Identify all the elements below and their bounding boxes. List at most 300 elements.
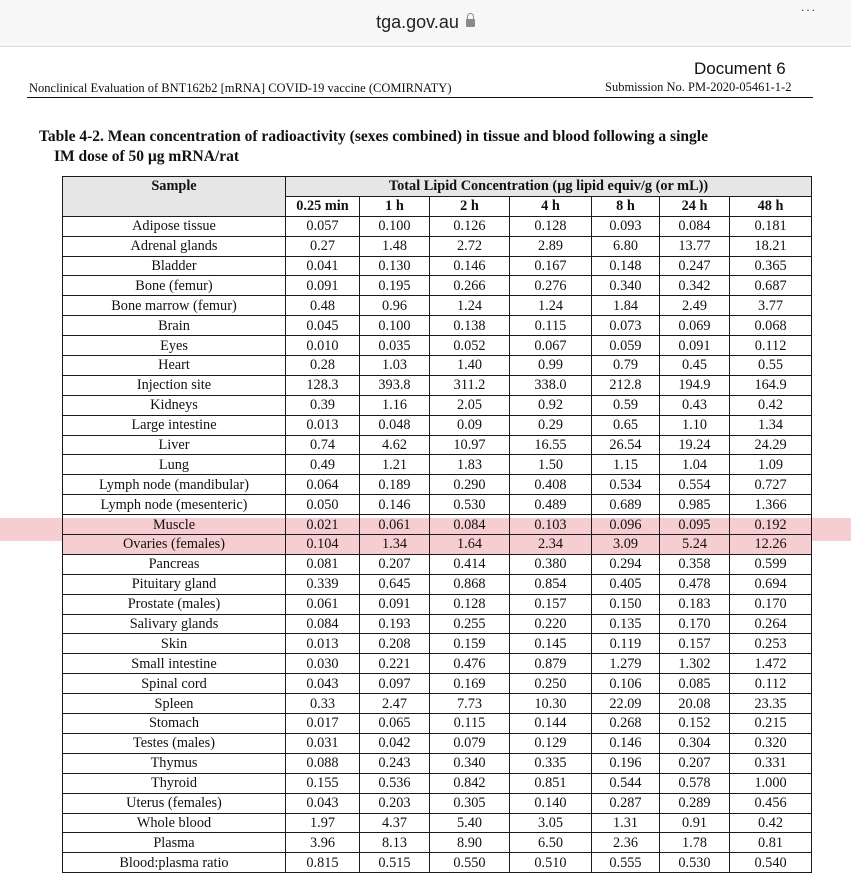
value-cell: 0.146 bbox=[592, 733, 660, 753]
value-cell: 0.290 bbox=[430, 475, 510, 495]
sample-name-cell: Adrenal glands bbox=[63, 236, 286, 256]
table-row bbox=[63, 435, 812, 455]
value-cell: 0.854 bbox=[510, 574, 592, 594]
value-cell: 0.067 bbox=[510, 336, 592, 356]
value-cell: 0.167 bbox=[510, 256, 592, 276]
value-cell: 0.96 bbox=[360, 296, 430, 316]
value-cell: 0.215 bbox=[730, 714, 812, 734]
value-cell: 0.55 bbox=[730, 356, 812, 376]
value-cell: 0.183 bbox=[660, 594, 730, 614]
value-cell: 0.112 bbox=[730, 336, 812, 356]
value-cell: 5.24 bbox=[660, 535, 730, 555]
value-cell: 0.99 bbox=[510, 356, 592, 376]
sample-name-cell: Heart bbox=[63, 356, 286, 376]
value-cell: 0.79 bbox=[592, 356, 660, 376]
value-cell: 0.115 bbox=[510, 316, 592, 336]
table-row bbox=[63, 395, 812, 415]
value-cell: 3.09 bbox=[592, 535, 660, 555]
value-cell: 2.34 bbox=[510, 535, 592, 555]
header-rule bbox=[27, 97, 813, 98]
value-cell: 0.155 bbox=[286, 773, 360, 793]
value-cell: 0.255 bbox=[430, 614, 510, 634]
value-cell: 1.48 bbox=[360, 236, 430, 256]
value-cell: 0.064 bbox=[286, 475, 360, 495]
value-cell: 1.97 bbox=[286, 813, 360, 833]
time-header-3: 4 h bbox=[510, 196, 592, 216]
value-cell: 0.264 bbox=[730, 614, 812, 634]
value-cell: 0.59 bbox=[592, 395, 660, 415]
sample-name-cell: Whole blood bbox=[63, 813, 286, 833]
table-row bbox=[63, 515, 812, 535]
value-cell: 0.042 bbox=[360, 733, 430, 753]
url-text[interactable]: tga.gov.au bbox=[376, 12, 459, 32]
value-cell: 13.77 bbox=[660, 236, 730, 256]
value-cell: 0.043 bbox=[286, 674, 360, 694]
value-cell: 7.73 bbox=[430, 694, 510, 714]
value-cell: 2.72 bbox=[430, 236, 510, 256]
value-cell: 0.100 bbox=[360, 216, 430, 236]
time-header-5: 24 h bbox=[660, 196, 730, 216]
value-cell: 0.331 bbox=[730, 753, 812, 773]
sample-name-cell: Bone marrow (femur) bbox=[63, 296, 286, 316]
value-cell: 4.62 bbox=[360, 435, 430, 455]
value-cell: 0.276 bbox=[510, 276, 592, 296]
sample-name-cell: Uterus (females) bbox=[63, 793, 286, 813]
value-cell: 0.91 bbox=[660, 813, 730, 833]
value-cell: 0.289 bbox=[660, 793, 730, 813]
value-cell: 0.129 bbox=[510, 733, 592, 753]
value-cell: 0.061 bbox=[286, 594, 360, 614]
value-cell: 0.320 bbox=[730, 733, 812, 753]
table-row bbox=[63, 753, 812, 773]
value-cell: 0.152 bbox=[660, 714, 730, 734]
value-cell: 0.169 bbox=[430, 674, 510, 694]
value-cell: 0.017 bbox=[286, 714, 360, 734]
submission-number: Submission No. PM-2020-05461-1-2 bbox=[605, 80, 792, 94]
value-cell: 0.095 bbox=[660, 515, 730, 535]
value-cell: 12.26 bbox=[730, 535, 812, 555]
value-cell: 0.27 bbox=[286, 236, 360, 256]
value-cell: 0.010 bbox=[286, 336, 360, 356]
value-cell: 0.097 bbox=[360, 674, 430, 694]
value-cell: 0.096 bbox=[592, 515, 660, 535]
value-cell: 22.09 bbox=[592, 694, 660, 714]
value-cell: 194.9 bbox=[660, 375, 730, 395]
concentration-table bbox=[62, 176, 812, 873]
table-row bbox=[63, 594, 812, 614]
table-row bbox=[63, 256, 812, 276]
value-cell: 0.335 bbox=[510, 753, 592, 773]
sample-name-cell: Small intestine bbox=[63, 654, 286, 674]
table-row bbox=[63, 694, 812, 714]
table-row bbox=[63, 375, 812, 395]
value-cell: 0.048 bbox=[360, 415, 430, 435]
value-cell: 0.578 bbox=[660, 773, 730, 793]
sample-name-cell: Lymph node (mandibular) bbox=[63, 475, 286, 495]
value-cell: 0.220 bbox=[510, 614, 592, 634]
value-cell: 18.21 bbox=[730, 236, 812, 256]
value-cell: 1.16 bbox=[360, 395, 430, 415]
value-cell: 2.49 bbox=[660, 296, 730, 316]
value-cell: 0.540 bbox=[730, 853, 812, 873]
sample-name-cell: Lung bbox=[63, 455, 286, 475]
table-row bbox=[63, 455, 812, 475]
value-cell: 0.380 bbox=[510, 554, 592, 574]
value-cell: 0.059 bbox=[592, 336, 660, 356]
value-cell: 0.42 bbox=[730, 395, 812, 415]
value-cell: 1.09 bbox=[730, 455, 812, 475]
value-cell: 0.084 bbox=[430, 515, 510, 535]
table-row bbox=[63, 475, 812, 495]
value-cell: 0.104 bbox=[286, 535, 360, 555]
value-cell: 0.39 bbox=[286, 395, 360, 415]
value-cell: 3.05 bbox=[510, 813, 592, 833]
document-number: Document 6 bbox=[694, 59, 786, 78]
value-cell: 0.408 bbox=[510, 475, 592, 495]
value-cell: 0.694 bbox=[730, 574, 812, 594]
value-cell: 0.65 bbox=[592, 415, 660, 435]
value-cell: 0.079 bbox=[430, 733, 510, 753]
value-cell: 0.221 bbox=[360, 654, 430, 674]
value-cell: 311.2 bbox=[430, 375, 510, 395]
sample-name-cell: Spinal cord bbox=[63, 674, 286, 694]
value-cell: 0.207 bbox=[660, 753, 730, 773]
value-cell: 0.093 bbox=[592, 216, 660, 236]
value-cell: 0.091 bbox=[286, 276, 360, 296]
table-row bbox=[63, 634, 812, 654]
value-cell: 0.340 bbox=[430, 753, 510, 773]
value-cell: 0.045 bbox=[286, 316, 360, 336]
value-cell: 0.253 bbox=[730, 634, 812, 654]
value-cell: 0.159 bbox=[430, 634, 510, 654]
value-cell: 0.192 bbox=[730, 515, 812, 535]
value-cell: 8.13 bbox=[360, 833, 430, 853]
value-cell: 0.28 bbox=[286, 356, 360, 376]
value-cell: 0.043 bbox=[286, 793, 360, 813]
table-row bbox=[63, 356, 812, 376]
sample-name-cell: Stomach bbox=[63, 714, 286, 734]
value-cell: 0.29 bbox=[510, 415, 592, 435]
value-cell: 0.140 bbox=[510, 793, 592, 813]
value-cell: 1.03 bbox=[360, 356, 430, 376]
value-cell: 1.78 bbox=[660, 833, 730, 853]
sample-name-cell: Brain bbox=[63, 316, 286, 336]
value-cell: 0.985 bbox=[660, 495, 730, 515]
table-row bbox=[63, 236, 812, 256]
time-header-0: 0.25 min bbox=[286, 196, 360, 216]
value-cell: 0.476 bbox=[430, 654, 510, 674]
table-row bbox=[63, 316, 812, 336]
sample-name-cell: Testes (males) bbox=[63, 733, 286, 753]
sample-name-cell: Liver bbox=[63, 435, 286, 455]
value-cell: 0.414 bbox=[430, 554, 510, 574]
value-cell: 0.489 bbox=[510, 495, 592, 515]
value-cell: 0.510 bbox=[510, 853, 592, 873]
lock-icon bbox=[466, 19, 475, 27]
caption-line-1: Table 4-2. Mean concentration of radioactivity (sexes combined) in tissue and blood following a single bbox=[39, 128, 708, 145]
table-row bbox=[63, 654, 812, 674]
value-cell: 0.103 bbox=[510, 515, 592, 535]
value-cell: 0.041 bbox=[286, 256, 360, 276]
value-cell: 0.181 bbox=[730, 216, 812, 236]
value-cell: 338.0 bbox=[510, 375, 592, 395]
time-header-4: 8 h bbox=[592, 196, 660, 216]
time-header-1: 1 h bbox=[360, 196, 430, 216]
sample-column-header: Sample bbox=[63, 177, 286, 217]
value-cell: 0.195 bbox=[360, 276, 430, 296]
value-cell: 1.24 bbox=[510, 296, 592, 316]
value-cell: 1.15 bbox=[592, 455, 660, 475]
value-cell: 0.689 bbox=[592, 495, 660, 515]
value-cell: 1.366 bbox=[730, 495, 812, 515]
value-cell: 6.80 bbox=[592, 236, 660, 256]
value-cell: 1.21 bbox=[360, 455, 430, 475]
value-cell: 1.10 bbox=[660, 415, 730, 435]
value-cell: 0.144 bbox=[510, 714, 592, 734]
value-cell: 0.126 bbox=[430, 216, 510, 236]
value-cell: 2.47 bbox=[360, 694, 430, 714]
value-cell: 0.157 bbox=[510, 594, 592, 614]
value-cell: 0.030 bbox=[286, 654, 360, 674]
value-cell: 0.304 bbox=[660, 733, 730, 753]
table-caption bbox=[39, 127, 819, 167]
value-cell: 0.203 bbox=[360, 793, 430, 813]
value-cell: 1.24 bbox=[430, 296, 510, 316]
value-cell: 1.84 bbox=[592, 296, 660, 316]
value-cell: 0.43 bbox=[660, 395, 730, 415]
value-cell: 6.50 bbox=[510, 833, 592, 853]
group-header: Total Lipid Concentration (µg lipid equiv/g (or mL)) bbox=[286, 177, 812, 197]
value-cell: 1.04 bbox=[660, 455, 730, 475]
value-cell: 0.208 bbox=[360, 634, 430, 654]
value-cell: 0.115 bbox=[430, 714, 510, 734]
value-cell: 0.207 bbox=[360, 554, 430, 574]
value-cell: 20.08 bbox=[660, 694, 730, 714]
value-cell: 0.057 bbox=[286, 216, 360, 236]
sample-name-cell: Salivary glands bbox=[63, 614, 286, 634]
value-cell: 0.085 bbox=[660, 674, 730, 694]
value-cell: 0.128 bbox=[510, 216, 592, 236]
value-cell: 1.472 bbox=[730, 654, 812, 674]
value-cell: 0.534 bbox=[592, 475, 660, 495]
value-cell: 0.92 bbox=[510, 395, 592, 415]
value-cell: 0.268 bbox=[592, 714, 660, 734]
value-cell: 0.74 bbox=[286, 435, 360, 455]
address-bar[interactable] bbox=[0, 12, 851, 33]
value-cell: 1.34 bbox=[730, 415, 812, 435]
table-row bbox=[63, 674, 812, 694]
value-cell: 0.157 bbox=[660, 634, 730, 654]
table-row bbox=[63, 813, 812, 833]
value-cell: 0.170 bbox=[730, 594, 812, 614]
value-cell: 0.091 bbox=[360, 594, 430, 614]
sample-name-cell: Spleen bbox=[63, 694, 286, 714]
value-cell: 0.365 bbox=[730, 256, 812, 276]
value-cell: 0.128 bbox=[430, 594, 510, 614]
value-cell: 0.068 bbox=[730, 316, 812, 336]
value-cell: 2.36 bbox=[592, 833, 660, 853]
value-cell: 0.013 bbox=[286, 415, 360, 435]
value-cell: 0.135 bbox=[592, 614, 660, 634]
value-cell: 1.302 bbox=[660, 654, 730, 674]
value-cell: 0.842 bbox=[430, 773, 510, 793]
value-cell: 0.266 bbox=[430, 276, 510, 296]
value-cell: 0.405 bbox=[592, 574, 660, 594]
sample-name-cell: Thyroid bbox=[63, 773, 286, 793]
value-cell: 0.069 bbox=[660, 316, 730, 336]
sample-name-cell: Bladder bbox=[63, 256, 286, 276]
value-cell: 0.112 bbox=[730, 674, 812, 694]
table-row bbox=[63, 276, 812, 296]
table-body bbox=[63, 216, 812, 872]
value-cell: 1.83 bbox=[430, 455, 510, 475]
value-cell: 0.065 bbox=[360, 714, 430, 734]
more-menu-icon[interactable]: ... bbox=[800, 0, 817, 14]
value-cell: 0.555 bbox=[592, 853, 660, 873]
table-row bbox=[63, 773, 812, 793]
value-cell: 0.879 bbox=[510, 654, 592, 674]
table-row bbox=[63, 216, 812, 236]
sample-name-cell: Pancreas bbox=[63, 554, 286, 574]
table-row bbox=[63, 336, 812, 356]
sample-name-cell: Prostate (males) bbox=[63, 594, 286, 614]
value-cell: 0.49 bbox=[286, 455, 360, 475]
value-cell: 10.97 bbox=[430, 435, 510, 455]
value-cell: 0.727 bbox=[730, 475, 812, 495]
table-row bbox=[63, 733, 812, 753]
value-cell: 128.3 bbox=[286, 375, 360, 395]
browser-toolbar bbox=[0, 0, 851, 47]
value-cell: 2.89 bbox=[510, 236, 592, 256]
value-cell: 4.37 bbox=[360, 813, 430, 833]
value-cell: 0.130 bbox=[360, 256, 430, 276]
sample-name-cell: Pituitary gland bbox=[63, 574, 286, 594]
value-cell: 24.29 bbox=[730, 435, 812, 455]
sample-name-cell: Plasma bbox=[63, 833, 286, 853]
value-cell: 0.145 bbox=[510, 634, 592, 654]
value-cell: 0.530 bbox=[660, 853, 730, 873]
sample-name-cell: Injection site bbox=[63, 375, 286, 395]
table-row bbox=[63, 853, 812, 873]
value-cell: 0.061 bbox=[360, 515, 430, 535]
value-cell: 0.031 bbox=[286, 733, 360, 753]
value-cell: 23.35 bbox=[730, 694, 812, 714]
value-cell: 164.9 bbox=[730, 375, 812, 395]
value-cell: 0.09 bbox=[430, 415, 510, 435]
value-cell: 0.138 bbox=[430, 316, 510, 336]
value-cell: 1.279 bbox=[592, 654, 660, 674]
value-cell: 0.243 bbox=[360, 753, 430, 773]
value-cell: 0.340 bbox=[592, 276, 660, 296]
value-cell: 0.339 bbox=[286, 574, 360, 594]
value-cell: 5.40 bbox=[430, 813, 510, 833]
value-cell: 0.091 bbox=[660, 336, 730, 356]
time-header-6: 48 h bbox=[730, 196, 812, 216]
value-cell: 0.868 bbox=[430, 574, 510, 594]
value-cell: 0.294 bbox=[592, 554, 660, 574]
table-row bbox=[63, 415, 812, 435]
value-cell: 16.55 bbox=[510, 435, 592, 455]
sample-name-cell: Lymph node (mesenteric) bbox=[63, 495, 286, 515]
value-cell: 0.815 bbox=[286, 853, 360, 873]
value-cell: 0.106 bbox=[592, 674, 660, 694]
value-cell: 0.146 bbox=[360, 495, 430, 515]
value-cell: 0.081 bbox=[286, 554, 360, 574]
value-cell: 0.100 bbox=[360, 316, 430, 336]
table-row bbox=[63, 614, 812, 634]
value-cell: 0.530 bbox=[430, 495, 510, 515]
sample-name-cell: Thymus bbox=[63, 753, 286, 773]
value-cell: 0.599 bbox=[730, 554, 812, 574]
value-cell: 0.342 bbox=[660, 276, 730, 296]
table-row bbox=[63, 714, 812, 734]
sample-name-cell: Eyes bbox=[63, 336, 286, 356]
value-cell: 0.48 bbox=[286, 296, 360, 316]
table-row bbox=[63, 495, 812, 515]
value-cell: 1.40 bbox=[430, 356, 510, 376]
value-cell: 3.77 bbox=[730, 296, 812, 316]
value-cell: 0.250 bbox=[510, 674, 592, 694]
value-cell: 393.8 bbox=[360, 375, 430, 395]
value-cell: 0.550 bbox=[430, 853, 510, 873]
time-header-2: 2 h bbox=[430, 196, 510, 216]
value-cell: 0.305 bbox=[430, 793, 510, 813]
value-cell: 0.119 bbox=[592, 634, 660, 654]
value-cell: 0.084 bbox=[286, 614, 360, 634]
value-cell: 0.021 bbox=[286, 515, 360, 535]
sample-name-cell: Kidneys bbox=[63, 395, 286, 415]
value-cell: 0.170 bbox=[660, 614, 730, 634]
value-cell: 0.554 bbox=[660, 475, 730, 495]
value-cell: 10.30 bbox=[510, 694, 592, 714]
value-cell: 0.189 bbox=[360, 475, 430, 495]
value-cell: 0.287 bbox=[592, 793, 660, 813]
sample-name-cell: Skin bbox=[63, 634, 286, 654]
running-header-title: Nonclinical Evaluation of BNT162b2 [mRNA] COVID-19 vaccine (COMIRNATY) bbox=[29, 81, 452, 95]
value-cell: 0.645 bbox=[360, 574, 430, 594]
value-cell: 0.45 bbox=[660, 356, 730, 376]
value-cell: 0.035 bbox=[360, 336, 430, 356]
sample-name-cell: Blood:plasma ratio bbox=[63, 853, 286, 873]
value-cell: 0.013 bbox=[286, 634, 360, 654]
value-cell: 0.33 bbox=[286, 694, 360, 714]
sample-name-cell: Adipose tissue bbox=[63, 216, 286, 236]
value-cell: 212.8 bbox=[592, 375, 660, 395]
value-cell: 0.150 bbox=[592, 594, 660, 614]
value-cell: 0.478 bbox=[660, 574, 730, 594]
value-cell: 0.073 bbox=[592, 316, 660, 336]
value-cell: 0.050 bbox=[286, 495, 360, 515]
table-row bbox=[63, 554, 812, 574]
value-cell: 3.96 bbox=[286, 833, 360, 853]
value-cell: 8.90 bbox=[430, 833, 510, 853]
value-cell: 26.54 bbox=[592, 435, 660, 455]
value-cell: 0.193 bbox=[360, 614, 430, 634]
value-cell: 0.851 bbox=[510, 773, 592, 793]
value-cell: 19.24 bbox=[660, 435, 730, 455]
table-row bbox=[63, 574, 812, 594]
value-cell: 0.196 bbox=[592, 753, 660, 773]
value-cell: 1.50 bbox=[510, 455, 592, 475]
value-cell: 0.148 bbox=[592, 256, 660, 276]
value-cell: 0.536 bbox=[360, 773, 430, 793]
value-cell: 0.81 bbox=[730, 833, 812, 853]
sample-name-cell: Bone (femur) bbox=[63, 276, 286, 296]
value-cell: 1.34 bbox=[360, 535, 430, 555]
value-cell: 0.42 bbox=[730, 813, 812, 833]
value-cell: 1.31 bbox=[592, 813, 660, 833]
table-row bbox=[63, 833, 812, 853]
